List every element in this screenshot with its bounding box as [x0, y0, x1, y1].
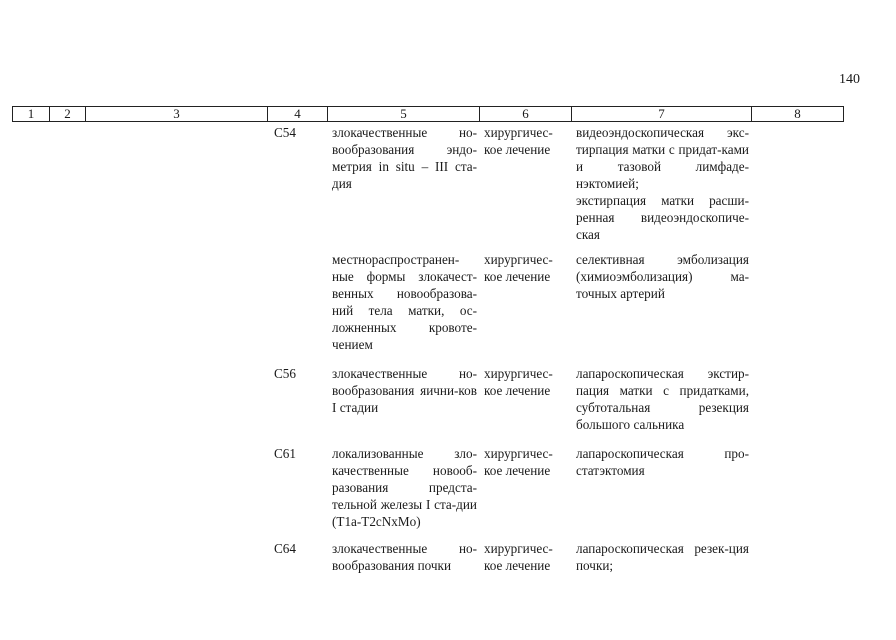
- treatment-type: хирургичес-кое лечение: [484, 366, 553, 398]
- table-row: [12, 251, 844, 353]
- treatment-method: лапароскопическая про-статэктомия: [576, 446, 749, 478]
- diagnosis-code: C56: [274, 366, 296, 381]
- patient-model: локализованные зло-качественные новооб-разования предста-тельной железы I ста-дии (T1a-T2cNxMo): [332, 446, 477, 529]
- col-header-6: 6: [480, 106, 572, 122]
- treatment-type: хирургичес-кое лечение: [484, 252, 553, 284]
- treatment-method: видеоэндоскопическая экс-тирпация матки с придат-ками и тазовой лимфаде-нэктомией; экстирпация матки расши-ренная видеоэндоскопиче-ская: [576, 125, 749, 242]
- diagnosis-code: C64: [274, 541, 296, 556]
- col-header-1: 1: [12, 106, 50, 122]
- col-header-3: 3: [86, 106, 268, 122]
- table-row: [12, 124, 844, 243]
- page-number: 140: [839, 72, 860, 87]
- table-row: [12, 365, 844, 433]
- treatment-method: лапароскопическая экстир-пация матки с придатками, субтотальная резекция большого сальника: [576, 366, 749, 432]
- table-row: [12, 445, 844, 530]
- col-header-8: 8: [752, 106, 844, 122]
- diagnosis-code: C54: [274, 125, 296, 140]
- patient-model: злокачественные но-вообразования яични-ков I стадии: [332, 366, 477, 415]
- col-header-4: 4: [268, 106, 328, 122]
- treatment-method: селективная эмболизация (химиоэмболизация) ма-точных артерий: [576, 252, 749, 301]
- col-header-2: 2: [50, 106, 86, 122]
- treatment-type: хирургичес-кое лечение: [484, 446, 553, 478]
- treatment-type: хирургичес-кое лечение: [484, 125, 553, 157]
- patient-model: местнораспространен-ные формы злокачест-венных новообразова-ний тела матки, ос-ложненных кровоте-чением: [332, 252, 477, 352]
- table-row: [12, 540, 844, 574]
- patient-model: злокачественные но-вообразования почки: [332, 541, 477, 573]
- diagnosis-code: C61: [274, 446, 296, 461]
- table-header-row: [12, 106, 844, 122]
- diagnosis-code: [268, 251, 328, 353]
- treatment-method: лапароскопическая резек-ция почки;: [576, 541, 749, 573]
- medical-table: [12, 106, 844, 574]
- col-header-5: 5: [328, 106, 480, 122]
- patient-model: злокачественные но-вообразования эндо-метрия in situ – III ста-дия: [332, 125, 477, 191]
- treatment-type: хирургичес-кое лечение: [484, 541, 553, 573]
- col-header-7: 7: [572, 106, 752, 122]
